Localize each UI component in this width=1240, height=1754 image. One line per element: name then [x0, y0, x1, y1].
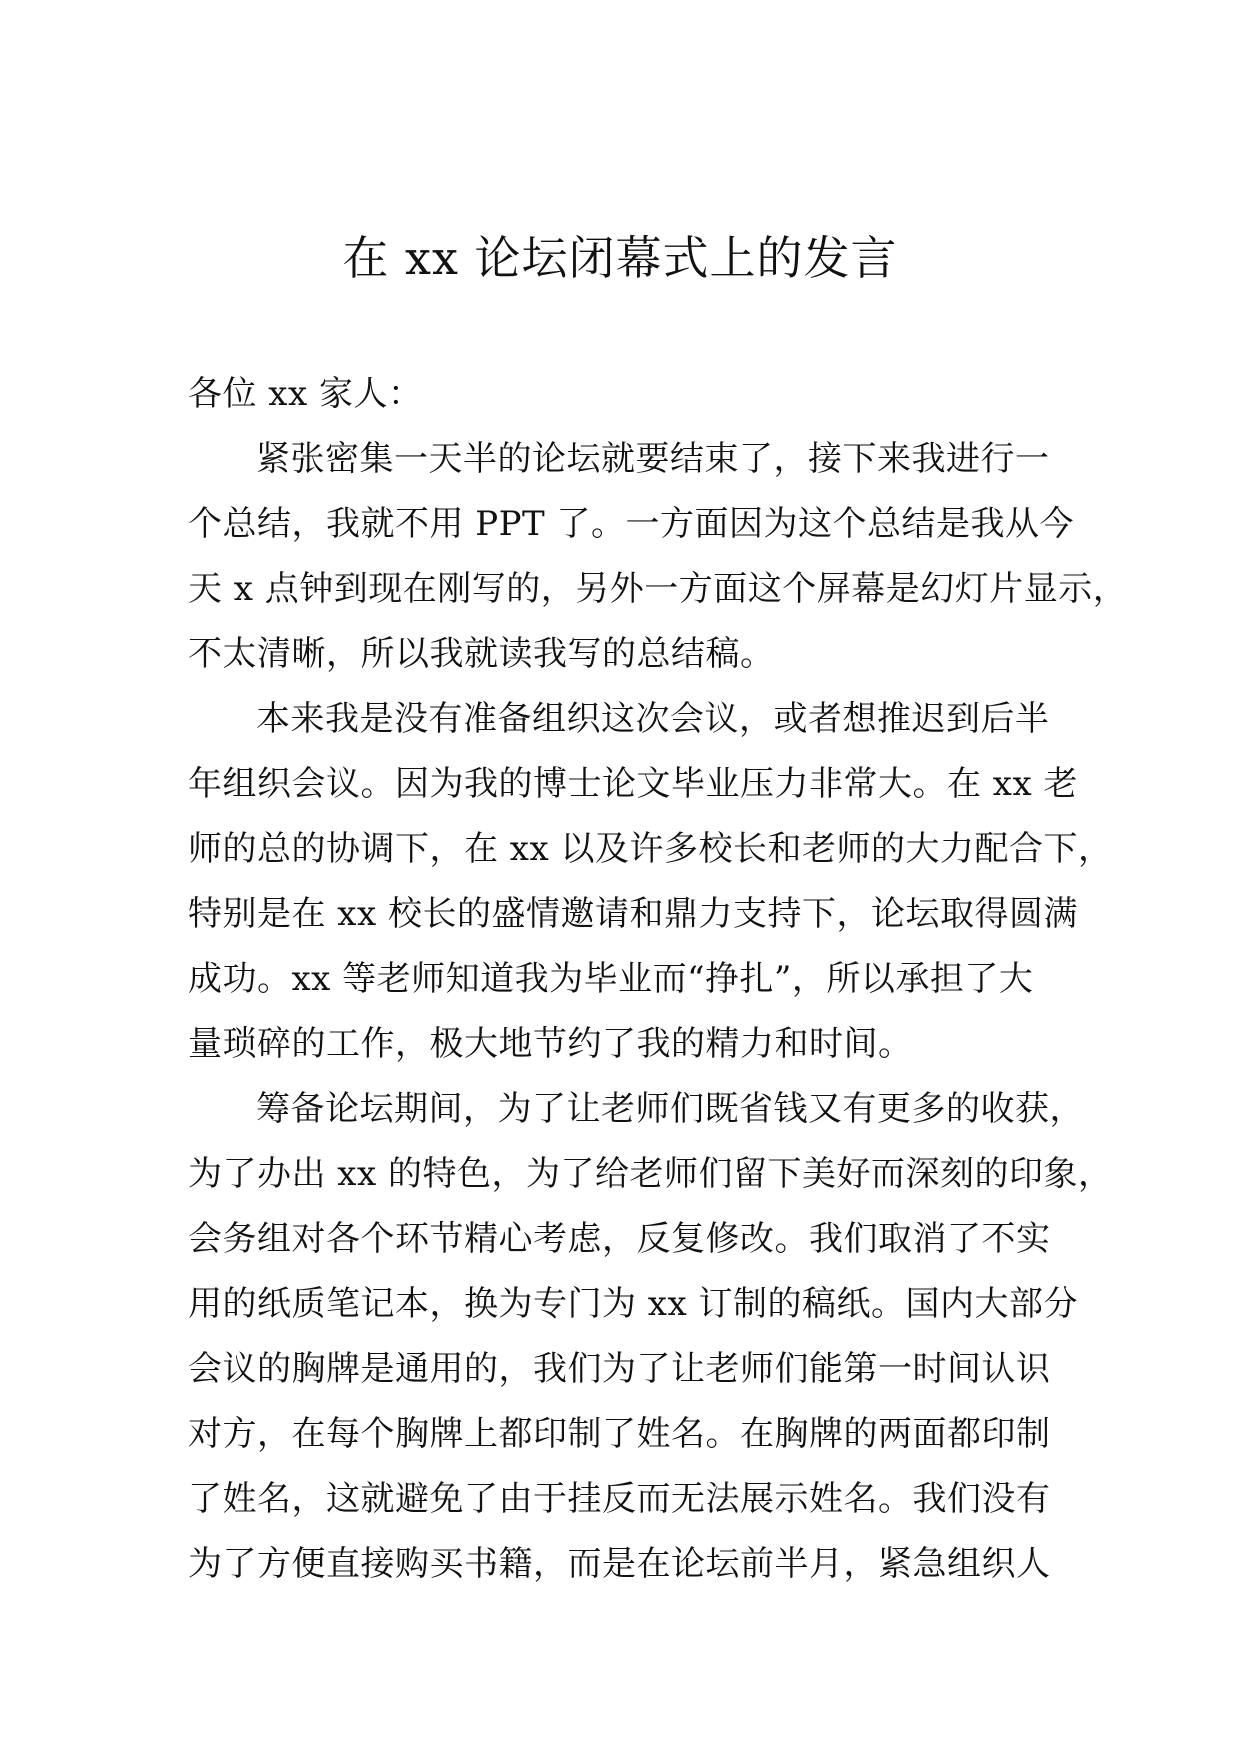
paragraph-line: 用的纸质笔记本，换为专门为 xx 订制的稿纸。国内大部分	[188, 1284, 1078, 1324]
paragraph-line: 天 x 点钟到现在刚写的，另外一方面这个屏幕是幻灯片显示，	[188, 569, 1128, 609]
paragraph	[188, 1077, 1113, 1597]
paragraph-line: 师的总的协调下，在 xx 以及许多校长和老师的大力配合下，	[188, 829, 1113, 869]
paragraph-line: 年组织会议。因为我的博士论文毕业压力非常大。在 xx 老	[188, 764, 1078, 804]
paragraph-line: 特别是在 xx 校长的盛情邀请和鼎力支持下，论坛取得圆满	[188, 894, 1078, 934]
paragraph-line: 为了办出 xx 的特色，为了给老师们留下美好而深刻的印象，	[188, 1154, 1113, 1194]
paragraph-line: 会务组对各个环节精心考虑，反复修改。我们取消了不实	[188, 1219, 1051, 1259]
document-body	[188, 362, 1128, 1597]
paragraph-line: 成功。xx 等老师知道我为毕业而“挣扎”，所以承担了大	[188, 959, 1034, 999]
salutation: 各位 xx 家人：	[188, 374, 423, 414]
paragraph-line: 个总结，我就不用 PPT 了。一方面因为这个总结是我从今	[188, 504, 1075, 544]
paragraph-line: 筹备论坛期间，为了让老师们既省钱又有更多的收获，	[256, 1089, 1084, 1129]
paragraph-line: 不太清晰，所以我就读我写的总结稿。	[188, 634, 775, 674]
paragraph-line: 为了方便直接购买书籍，而是在论坛前半月，紧急组织人	[188, 1544, 1051, 1584]
paragraph-line: 本来我是没有准备组织这次会议，或者想推迟到后半	[256, 699, 1050, 739]
paragraph-line: 量琐碎的工作，极大地节约了我的精力和时间。	[188, 1024, 913, 1064]
paragraph-line: 对方，在每个胸牌上都印制了姓名。在胸牌的两面都印制	[188, 1414, 1051, 1454]
paragraph	[188, 687, 1113, 1077]
paragraph-line: 了姓名，这就避免了由于挂反而无法展示姓名。我们没有	[188, 1479, 1051, 1519]
document-title: 在 xx 论坛闭幕式上的发言	[342, 231, 898, 285]
paragraph-line: 紧张密集一天半的论坛就要结束了，接下来我进行一	[256, 439, 1050, 479]
paragraph-line: 会议的胸牌是通用的，我们为了让老师们能第一时间认识	[188, 1349, 1051, 1389]
paragraph	[188, 427, 1128, 687]
